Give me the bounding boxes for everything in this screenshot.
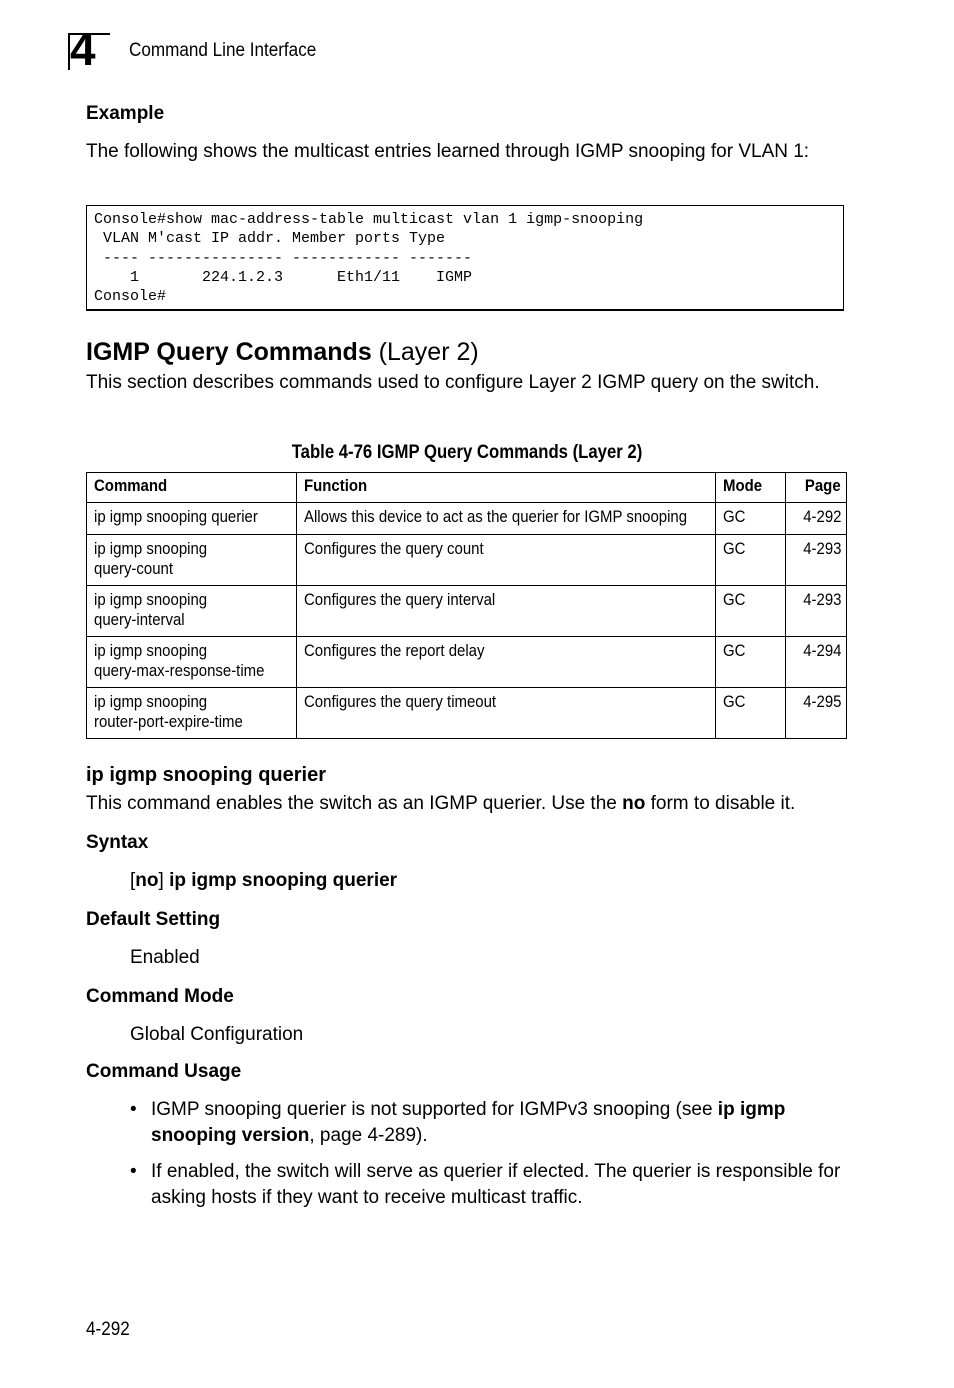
command-usage-heading: Command Usage — [86, 1061, 242, 1082]
cell-command: ip igmp snooping querier — [87, 503, 297, 535]
table-row — [87, 637, 847, 688]
table-row — [87, 586, 847, 637]
cell-command: ip igmp snooping router-port-expire-time — [87, 688, 297, 739]
usage-bullet: IGMP snooping querier is not supported for IGMPv3 snooping (see ip igmp snooping version, page 4-289). — [151, 1099, 786, 1146]
code-line: VLAN M'cast IP addr. Member ports Type — [94, 230, 446, 248]
table-row — [87, 535, 847, 586]
chapter-number: 4 — [70, 23, 96, 75]
column-header-function: Function — [297, 473, 716, 503]
cell-mode: GC — [716, 637, 786, 688]
section-description: This section describes commands used to configure Layer 2 IGMP query on the switch. — [86, 372, 820, 393]
bullet-marker: • — [130, 1161, 137, 1182]
page-number: 4-292 — [86, 1319, 130, 1340]
cell-mode: GC — [716, 586, 786, 637]
column-header-mode: Mode — [716, 473, 786, 503]
code-line: Console#show mac-address-table multicast vlan 1 igmp-snooping — [94, 211, 644, 228]
command-mode-value: Global Configuration — [130, 1024, 304, 1045]
cell-command: ip igmp snooping query-max-response-time — [87, 637, 297, 688]
cell-command: ip igmp snooping query-count — [87, 535, 297, 586]
table-row — [87, 688, 847, 739]
syntax-line: [no] ip igmp snooping querier — [130, 870, 398, 891]
cell-function: Configures the query timeout — [297, 688, 716, 739]
cell-mode: GC — [716, 503, 786, 535]
default-setting-heading: Default Setting — [86, 909, 221, 930]
bullet-marker: • — [130, 1099, 137, 1120]
cell-page: 4-295 — [786, 688, 847, 739]
command-mode-heading: Command Mode — [86, 986, 234, 1007]
column-header-page: Page — [786, 473, 847, 503]
cell-function: Allows this device to act as the querier for IGMP snooping — [297, 503, 716, 535]
table-header-row — [87, 473, 847, 503]
cell-command: ip igmp snooping query-interval — [87, 586, 297, 637]
code-line: 1 224.1.2.3 Eth1/11 IGMP — [94, 268, 473, 286]
table-caption: Table 4-76 IGMP Query Commands (Layer 2) — [291, 442, 643, 463]
example-heading: Example — [86, 103, 165, 124]
cell-page: 4-294 — [786, 637, 847, 688]
column-header-command: Command — [87, 473, 297, 503]
table-row — [87, 503, 847, 535]
section-title — [86, 336, 479, 368]
section-title-suffix: (Layer 2) — [371, 338, 479, 366]
example-intro: The following shows the multicast entries learned through IGMP snooping for VLAN 1: — [86, 141, 810, 162]
usage-bullet: If enabled, the switch will serve as querier if elected. The querier is responsible for asking hosts if they want to receive multicast traffic. — [151, 1161, 841, 1208]
console-code-block — [86, 205, 844, 311]
section-title-bold: IGMP Query Commands — [86, 338, 372, 366]
commands-table — [86, 472, 847, 739]
code-line: Console# — [94, 288, 167, 306]
running-title: Command Line Interface — [129, 40, 317, 61]
code-line: ---- --------------- ------------ ------- — [94, 249, 473, 267]
command-description: This command enables the switch as an IGMP querier. Use the no form to disable it. — [86, 793, 796, 814]
cell-function: Configures the report delay — [297, 637, 716, 688]
cell-page: 4-293 — [786, 535, 847, 586]
command-heading: ip igmp snooping querier — [86, 764, 326, 786]
cell-mode: GC — [716, 535, 786, 586]
cell-function: Configures the query count — [297, 535, 716, 586]
syntax-heading: Syntax — [86, 832, 149, 853]
cell-page: 4-292 — [786, 503, 847, 535]
cell-page: 4-293 — [786, 586, 847, 637]
default-setting-value: Enabled — [130, 947, 200, 968]
cell-function: Configures the query interval — [297, 586, 716, 637]
cell-mode: GC — [716, 688, 786, 739]
